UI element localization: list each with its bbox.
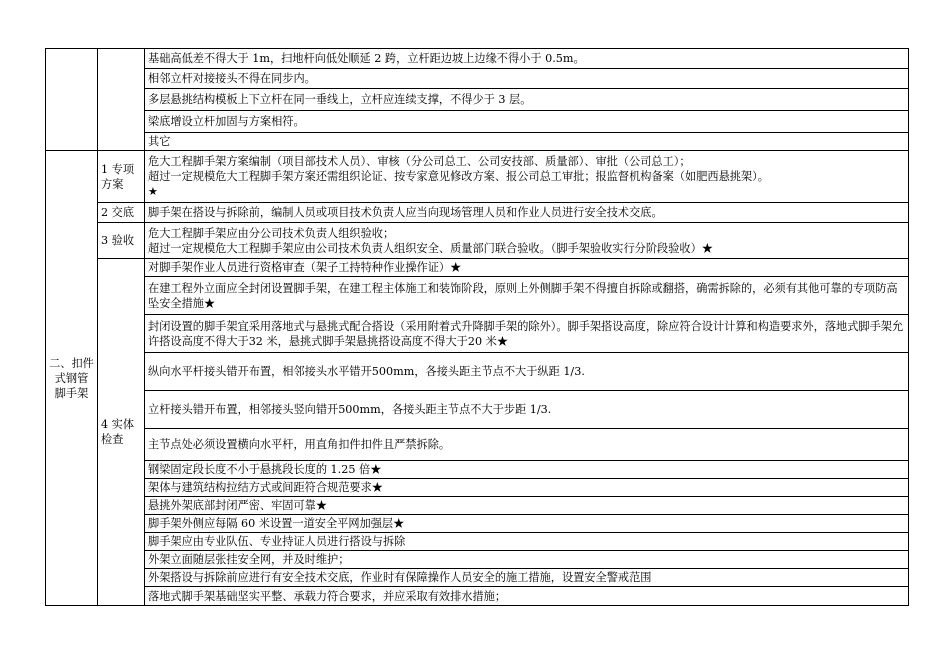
check-item: 相邻立杆对接接头不得在同步内。: [145, 69, 909, 89]
table-row: [46, 259, 909, 277]
subcategory-label-acceptance: 3 验收: [98, 223, 145, 259]
table-row: [46, 315, 909, 353]
check-item: 外架立面随层张挂安全网，并及时维护；: [145, 551, 909, 569]
check-item: 脚手架外侧应每隔 60 米设置一道安全平网加强层★: [145, 515, 909, 533]
table-row: [46, 497, 909, 515]
check-item: 对脚手架作业人员进行资格审查（架子工持特种作业操作证）★: [145, 259, 909, 277]
check-item: 危大工程脚手架应由分公司技术负责人组织验收； 超过一定规模危大工程脚手架应由公司技术负责人组织安全、质量部门联合验收。（脚手架验收实行分阶段验收）★: [145, 223, 909, 259]
check-item: 悬挑外架底部封闭严密、牢固可靠★: [145, 497, 909, 515]
subcategory-label-briefing: 2 交底: [98, 203, 145, 223]
check-item: 外架搭设与拆除前应进行有安全技术交底，作业时有保障操作人员安全的施工措施，设置安全警戒范围: [145, 569, 909, 587]
check-item: 基础高低差不得大于 1m，扫地杆向低处顺延 2 跨，立杆距边坡上边缘不得小于 0.5m。: [145, 49, 909, 69]
subcategory-cell-empty: [98, 49, 145, 151]
check-item: 钢梁固定段长度不小于悬挑段长度的 1.25 倍★: [145, 461, 909, 479]
table-row: [46, 391, 909, 429]
check-item: 危大工程脚手架方案编制（项目部技术人员）、审核（分公司总工、公司安技部、质量部）、审批（公司总工）； 超过一定规模危大工程脚手架方案还需组织论证、按专家意见修改方案、报公司总工审批；报监督机构备案（如肥西悬挑架）。 ★: [145, 151, 909, 203]
table-row: [46, 89, 909, 111]
table-row: [46, 49, 909, 69]
table-row: [46, 223, 909, 259]
check-item: 落地式脚手架基础坚实平整、承载力符合要求，并应采取有效排水措施；: [145, 587, 909, 606]
table-row: [46, 277, 909, 315]
subcategory-label-inspection: 4 实体 检查: [98, 259, 145, 606]
check-item: 脚手架应由专业队伍、专业持证人员进行搭设与拆除: [145, 533, 909, 551]
check-item: 主节点处必须设置横向水平杆，用直角扣件扣件且严禁拆除。: [145, 429, 909, 461]
table-row: [46, 69, 909, 89]
subcategory-label-plan: 1 专项 方案: [98, 151, 145, 203]
table-row: [46, 353, 909, 391]
check-item: 在建工程外立面应全封闭设置脚手架，在建工程主体施工和装饰阶段，原则上外侧脚手架不得擅自拆除或翻搭，确需拆除的，必须有其他可靠的专项防高坠安全措施★: [145, 277, 909, 315]
table-row: [46, 569, 909, 587]
category-label: 二、扣件 式钢管 脚手架: [46, 151, 98, 606]
scaffold-checklist-table: [45, 48, 909, 606]
check-item: 封闭设置的脚手架宜采用落地式与悬挑式配合搭设（采用附着式升降脚手架的除外）。脚手架搭设高度，除应符合设计计算和构造要求外，落地式脚手架允许搭设高度不得大于32 米，悬挑式脚手架悬挑搭设高度不得大于20 米★: [145, 315, 909, 353]
check-item: 梁底增设立杆加固与方案相符。: [145, 111, 909, 133]
table-row: [46, 133, 909, 151]
table-row: [46, 461, 909, 479]
table-row: [46, 151, 909, 203]
table-row: [46, 111, 909, 133]
check-item: 多层悬挑结构模板上下立杆在同一垂线上，立杆应连续支撑，不得少于 3 层。: [145, 89, 909, 111]
check-item: 其它: [145, 133, 909, 151]
table-row: [46, 587, 909, 606]
table-row: [46, 203, 909, 223]
category-cell-empty: [46, 49, 98, 151]
check-item: 脚手架在搭设与拆除前，编制人员或项目技术负责人应当向现场管理人员和作业人员进行安全技术交底。: [145, 203, 909, 223]
table-row: [46, 515, 909, 533]
check-item: 纵向水平杆接头错开布置，相邻接头水平错开500mm，各接头距主节点不大于纵距 1/3.: [145, 353, 909, 391]
table-row: [46, 533, 909, 551]
table-row: [46, 429, 909, 461]
check-item: 架体与建筑结构拉结方式或间距符合规范要求★: [145, 479, 909, 497]
check-item: 立杆接头错开布置，相邻接头竖向错开500mm，各接头距主节点不大于步距 1/3.: [145, 391, 909, 429]
table-row: [46, 479, 909, 497]
table-row: [46, 551, 909, 569]
